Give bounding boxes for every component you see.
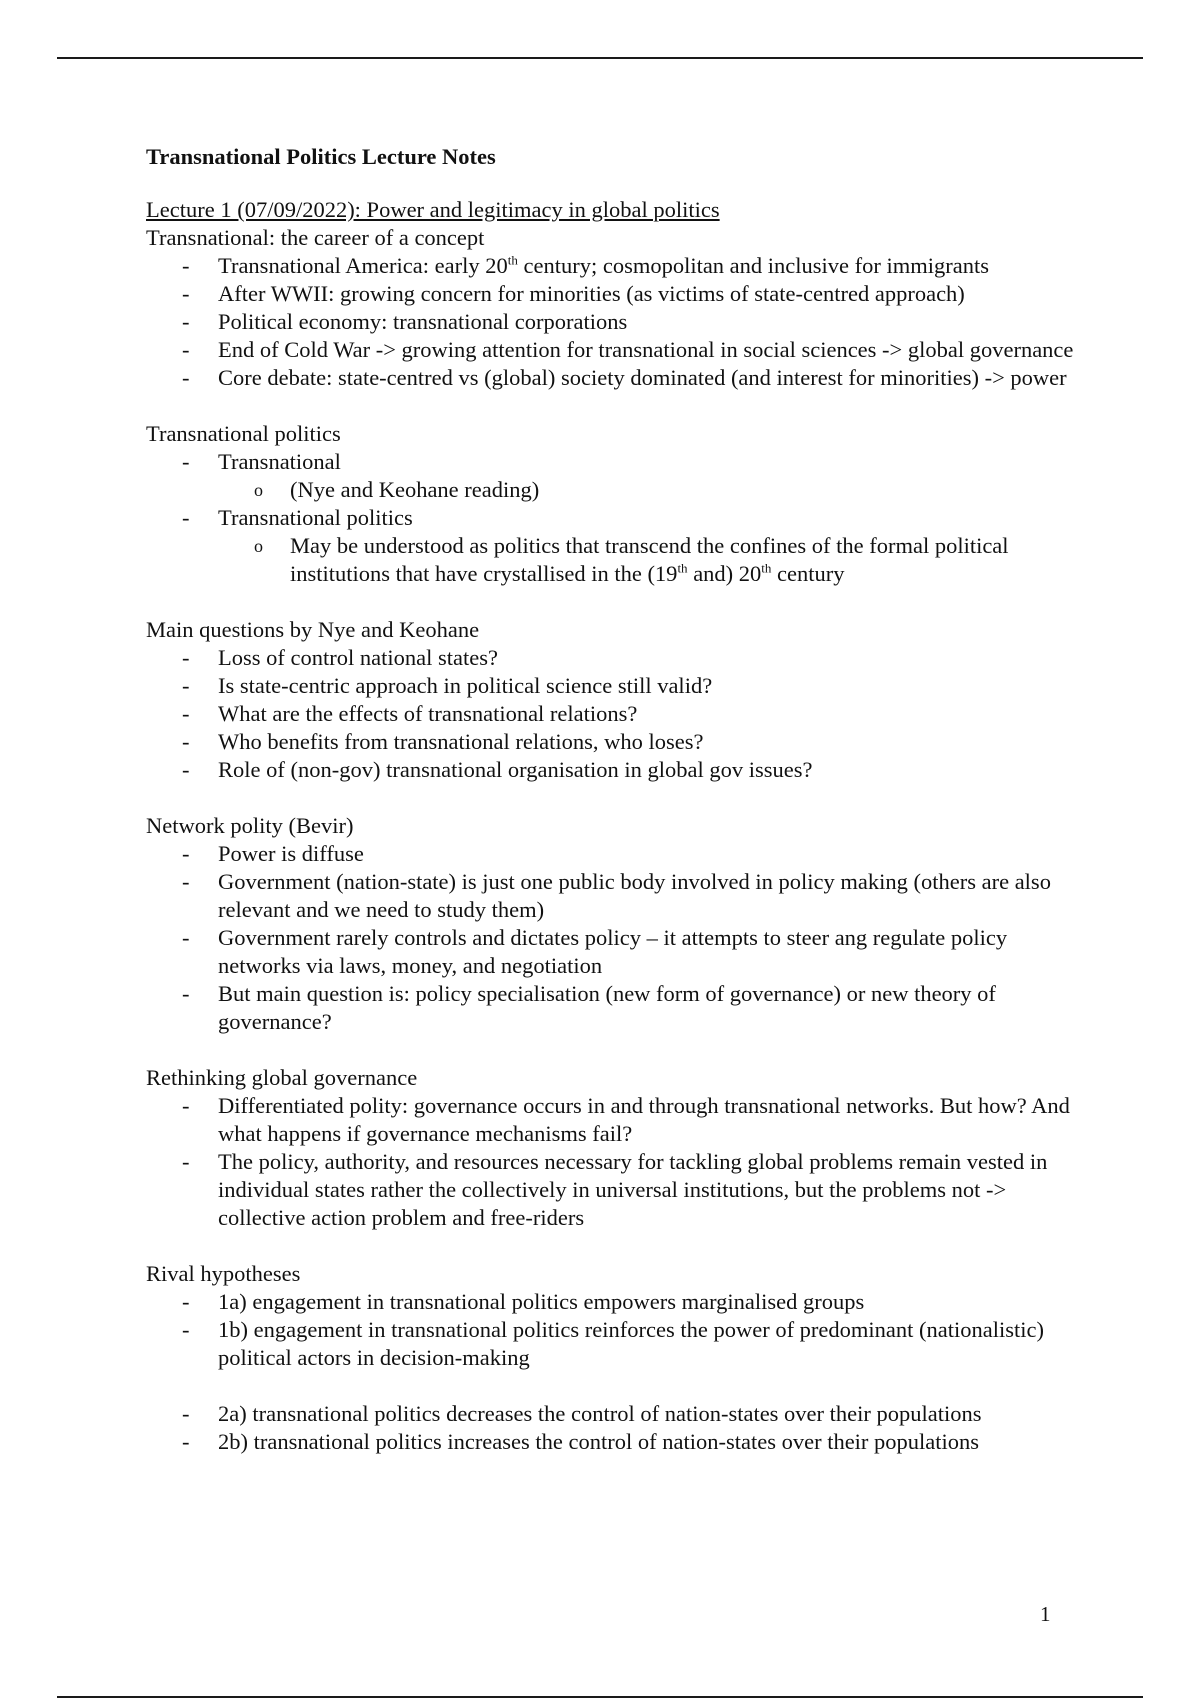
list-item	[146, 1148, 1076, 1232]
superscript: th	[761, 560, 772, 576]
list-item	[146, 672, 1076, 700]
bullet-list	[146, 448, 1076, 588]
bullet-list	[146, 1288, 1076, 1372]
list-item	[146, 980, 1076, 1036]
bullet-list	[146, 644, 1076, 784]
item-text: Political economy: transnational corporations	[218, 309, 628, 334]
item-text: Power is diffuse	[218, 841, 364, 866]
item-text: Transnational	[218, 449, 341, 474]
dash-bullet: -	[182, 1401, 190, 1426]
item-text: The policy, authority, and resources necessary for tackling global problems remain vested in individual states rather the collectively in universal institutions, but the problems not -> collective action problem and free-riders	[218, 1149, 1048, 1230]
sub-list-item	[218, 476, 1076, 504]
dash-bullet: -	[182, 365, 190, 390]
item-text: Government rarely controls and dictates policy – it attempts to steer ang regulate policy networks via laws, money, and negotiation	[218, 925, 1008, 978]
page-number: 1	[1040, 1602, 1051, 1626]
list-item	[146, 336, 1076, 364]
list-item	[146, 1092, 1076, 1148]
dash-bullet: -	[182, 925, 190, 950]
section-career-of-concept	[146, 224, 1076, 392]
section-main-questions	[146, 616, 1076, 784]
section-heading: Rival hypotheses	[146, 1261, 301, 1286]
dash-bullet: -	[182, 841, 190, 866]
bullet-list	[146, 1092, 1076, 1232]
list-item	[146, 840, 1076, 868]
section-transnational-politics	[146, 420, 1076, 588]
list-item	[146, 868, 1076, 924]
dash-bullet: -	[182, 729, 190, 754]
list-item	[146, 364, 1076, 392]
list-item	[146, 1316, 1076, 1372]
list-item	[146, 448, 1076, 504]
item-text: Who benefits from transnational relations, who loses?	[218, 729, 704, 754]
section-heading: Transnational politics	[146, 421, 341, 446]
section-heading: Transnational: the career of a concept	[146, 225, 485, 250]
dash-bullet: -	[182, 281, 190, 306]
list-item	[146, 728, 1076, 756]
list-item	[146, 924, 1076, 980]
document-title: Transnational Politics Lecture Notes	[146, 144, 496, 169]
section-rethinking-global-governance	[146, 1064, 1076, 1232]
superscript: th	[677, 560, 688, 576]
item-text: Transnational politics	[218, 505, 413, 530]
list-item	[146, 700, 1076, 728]
top-rule	[57, 57, 1143, 59]
list-item	[146, 504, 1076, 588]
bullet-list	[146, 1400, 1076, 1456]
dash-bullet: -	[182, 645, 190, 670]
item-text: End of Cold War -> growing attention for transnational in social sciences -> global governance	[218, 337, 1074, 362]
dash-bullet: -	[182, 869, 190, 894]
list-item	[146, 1288, 1076, 1316]
dash-bullet: -	[182, 449, 190, 474]
sub-item-text: and) 20	[687, 561, 762, 586]
dash-bullet: -	[182, 337, 190, 362]
sub-item-text: (Nye and Keohane reading)	[290, 477, 540, 502]
dash-bullet: -	[182, 1317, 190, 1342]
item-text: But main question is: policy specialisation (new form of governance) or new theory of governance?	[218, 981, 996, 1034]
item-text: After WWII: growing concern for minorities (as victims of state-centred approach)	[218, 281, 965, 306]
dash-bullet: -	[182, 253, 190, 278]
sub-list-item	[218, 532, 1076, 588]
section-network-polity	[146, 812, 1076, 1036]
bullet-list	[146, 840, 1076, 1036]
list-item	[146, 644, 1076, 672]
dash-bullet: -	[182, 1093, 190, 1118]
dash-bullet: -	[182, 309, 190, 334]
dash-bullet: -	[182, 757, 190, 782]
item-text: 2a) transnational politics decreases the control of nation-states over their populations	[218, 1401, 982, 1426]
item-text: What are the effects of transnational relations?	[218, 701, 638, 726]
dash-bullet: -	[182, 701, 190, 726]
list-item	[146, 280, 1076, 308]
item-text: 2b) transnational politics increases the control of nation-states over their populations	[218, 1429, 980, 1454]
item-text: 1a) engagement in transnational politics empowers marginalised groups	[218, 1289, 865, 1314]
item-text: Core debate: state-centred vs (global) society dominated (and interest for minorities) -> power	[218, 365, 1067, 390]
section-heading: Network polity (Bevir)	[146, 813, 354, 838]
item-text: Transnational America: early 20	[218, 253, 508, 278]
section-heading: Rethinking global governance	[146, 1065, 418, 1090]
list-item	[146, 1428, 1076, 1456]
lecture-heading: Lecture 1 (07/09/2022): Power and legitimacy in global politics	[146, 197, 720, 222]
circle-bullet: o	[254, 536, 263, 556]
sub-item-text: May be understood as politics that transcend the confines of the formal political institutions that have crystallised in the (19	[290, 533, 1009, 586]
dash-bullet: -	[182, 1289, 190, 1314]
sub-item-text: century	[771, 561, 845, 586]
bullet-list	[146, 252, 1076, 392]
dash-bullet: -	[182, 673, 190, 698]
list-item	[146, 1400, 1076, 1428]
circle-bullet: o	[254, 480, 263, 500]
item-text: century; cosmopolitan and inclusive for immigrants	[517, 253, 990, 278]
item-text: Role of (non-gov) transnational organisation in global gov issues?	[218, 757, 813, 782]
item-text: Government (nation-state) is just one public body involved in policy making (others are also relevant and we need to study them)	[218, 869, 1051, 922]
item-text: Differentiated polity: governance occurs in and through transnational networks. But how? And what happens if governance mechanisms fail?	[218, 1093, 1070, 1146]
list-item	[146, 252, 1076, 280]
sub-bullet-list	[218, 532, 1076, 588]
document-body	[146, 143, 1076, 1484]
item-text: 1b) engagement in transnational politics reinforces the power of predominant (nationalistic) political actors in decision-making	[218, 1317, 1044, 1370]
dash-bullet: -	[182, 1149, 190, 1174]
list-item	[146, 756, 1076, 784]
dash-bullet: -	[182, 981, 190, 1006]
spacer	[146, 1372, 1076, 1400]
section-rival-hypotheses	[146, 1260, 1076, 1456]
list-item	[146, 308, 1076, 336]
dash-bullet: -	[182, 1429, 190, 1454]
item-text: Loss of control national states?	[218, 645, 498, 670]
section-heading: Main questions by Nye and Keohane	[146, 617, 480, 642]
bottom-rule	[57, 1696, 1143, 1698]
sub-bullet-list	[218, 476, 1076, 504]
dash-bullet: -	[182, 505, 190, 530]
item-text: Is state-centric approach in political science still valid?	[218, 673, 713, 698]
superscript: th	[507, 252, 518, 268]
